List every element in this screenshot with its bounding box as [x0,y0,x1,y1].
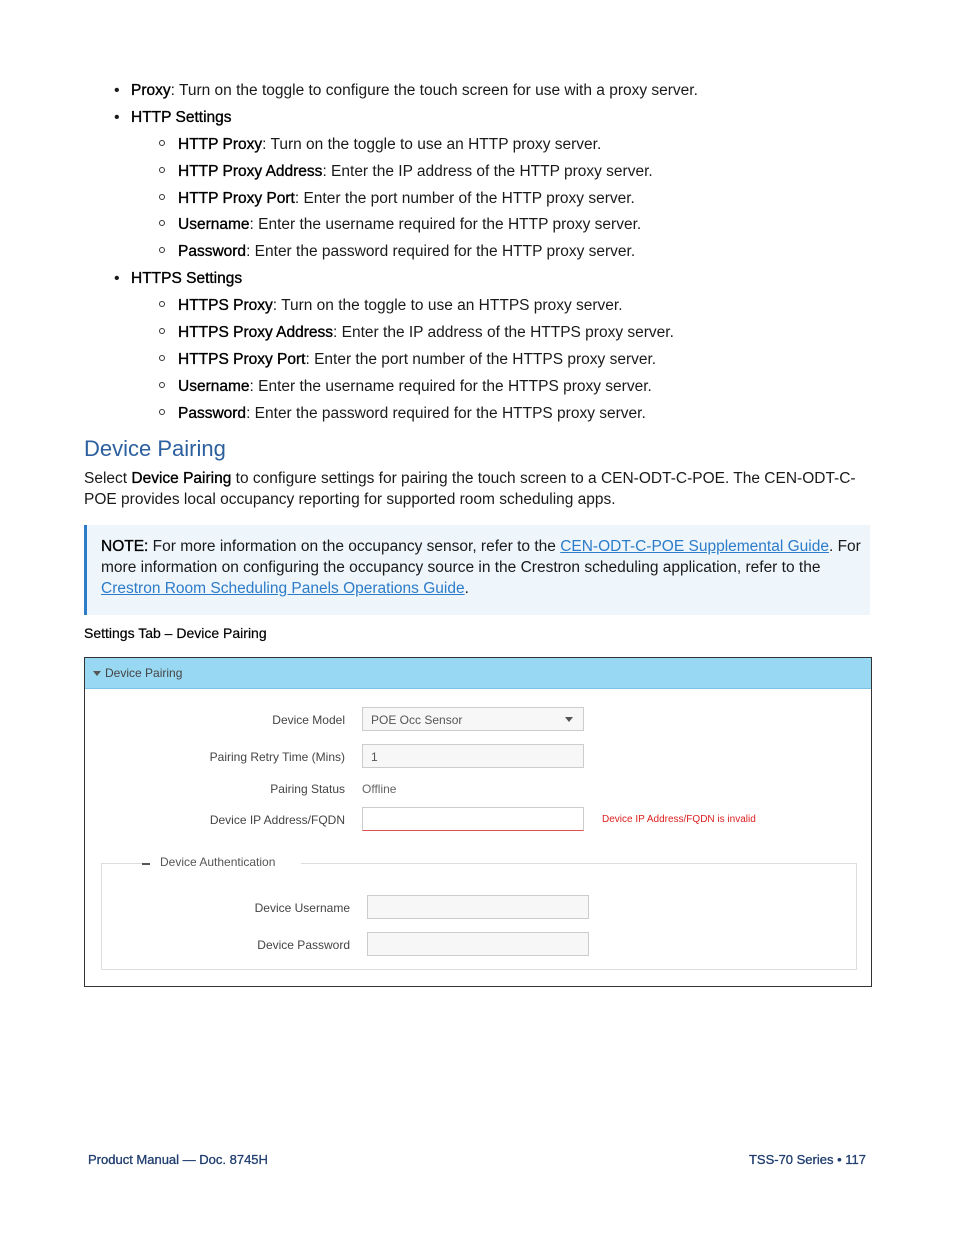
list-item-http-settings: HTTP Settings [131,109,232,126]
list-item: Password: Enter the password required for the HTTP proxy server. [178,243,636,260]
note-box [84,525,870,615]
device-password-input[interactable] [367,932,589,956]
device-model-label: Device Model [272,713,345,727]
device-authentication-title: Device Authentication [160,855,276,869]
sub-bullet [159,409,165,415]
list-item-https-settings: HTTPS Settings [131,270,243,287]
section-title: Device Pairing [84,436,226,461]
list-item: HTTPS Proxy Address: Enter the IP address of the HTTPS proxy server. [178,324,674,341]
device-pairing-header[interactable] [85,658,871,689]
device-model-select[interactable] [362,707,584,731]
device-model-value: POE Occ Sensor [371,713,463,727]
list-item-proxy: Proxy: Turn on the toggle to configure the touch screen for use with a proxy server. [131,82,698,99]
sub-bullet [159,301,165,307]
list-item: Username: Enter the username required for the HTTPS proxy server. [178,378,652,395]
section-paragraph: Select Device Pairing to configure settings for pairing the touch screen to a CEN-ODT-C-POE. The CEN-ODT-C-POE provides local occupancy reporting for supported room scheduling apps. [84,470,856,508]
sub-bullet [159,328,165,334]
list-item: HTTP Proxy Port: Enter the port number of the HTTP proxy server. [178,190,635,207]
device-ip-label: Device IP Address/FQDN [209,813,345,827]
sub-bullet [159,247,165,253]
collapse-arrow-icon [93,671,101,676]
footer-right: TSS-70 Series • 117 [748,1152,866,1167]
collapse-minus-icon [142,863,150,865]
sub-bullet [159,140,165,146]
bullet-dot: • [114,82,120,99]
device-pairing-screenshot [84,657,872,987]
operations-guide-link[interactable]: Crestron Room Scheduling Panels Operations Guide [101,580,465,597]
list-item: Username: Enter the username required for the HTTP proxy server. [178,216,642,233]
bullet-dot: • [114,109,120,126]
note-text: NOTE: For more information on the occupancy sensor, refer to the CEN-ODT-C-POE Supplemental Guide. For more information on configuring the occupancy source in the Crestron scheduling application, refer to the Crestron Room Scheduling Panels Operations Guide. [101,538,861,597]
pairing-retry-input[interactable]: 1 [362,744,584,768]
sub-bullet [159,355,165,361]
device-ip-error: Device IP Address/FQDN is invalid [602,814,756,825]
device-authentication-legend[interactable] [142,855,301,869]
sub-bullet [159,382,165,388]
chevron-down-icon [565,717,573,722]
sub-bullet [159,194,165,200]
device-password-label: Device Password [257,938,350,952]
footer-left: Product Manual — Doc. 8745H [88,1152,268,1167]
list-item: Password: Enter the password required for the HTTPS proxy server. [178,405,646,422]
pairing-status-label: Pairing Status [270,782,345,796]
list-item: HTTPS Proxy: Turn on the toggle to use an HTTPS proxy server. [178,297,623,314]
list-item: HTTP Proxy Address: Enter the IP address of the HTTP proxy server. [178,163,653,180]
list-item: HTTPS Proxy Port: Enter the port number of the HTTPS proxy server. [178,351,657,368]
bullet-dot: • [114,270,120,287]
device-authentication-group [101,855,857,970]
device-username-input[interactable] [367,895,589,919]
device-username-label: Device Username [254,901,350,915]
pairing-retry-label: Pairing Retry Time (Mins) [209,750,345,764]
sub-bullet [159,167,165,173]
supplemental-guide-link[interactable]: CEN-ODT-C-POE Supplemental Guide [560,538,829,555]
device-ip-input[interactable] [362,807,584,831]
device-pairing-header-label: Device Pairing [105,666,183,680]
pairing-status-value: Offline [362,782,397,796]
list-item: HTTP Proxy: Turn on the toggle to use an HTTP proxy server. [178,136,602,153]
sub-bullet [159,220,165,226]
figure-caption: Settings Tab – Device Pairing [84,625,267,641]
